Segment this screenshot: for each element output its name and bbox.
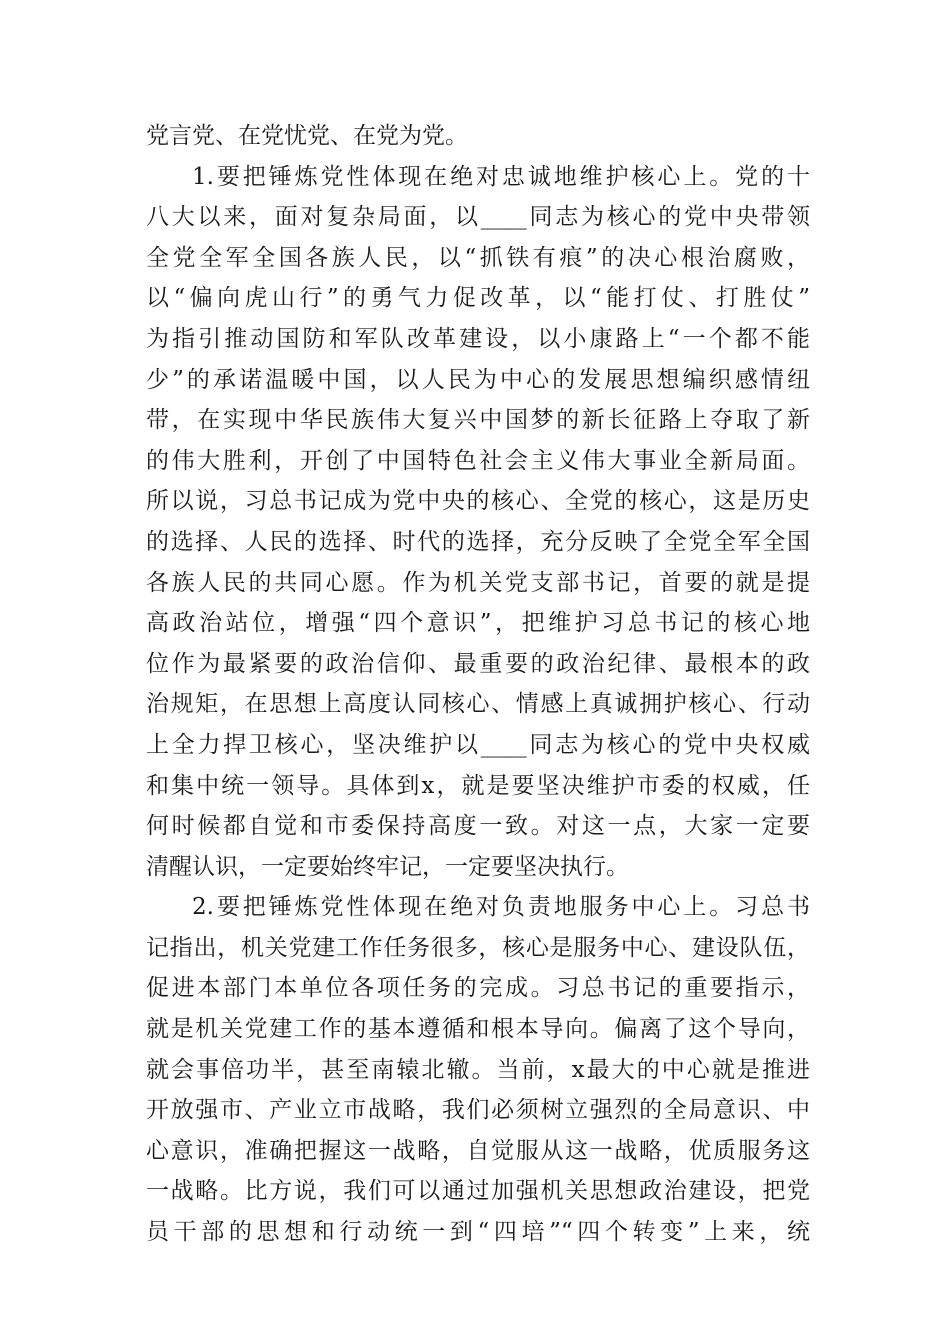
text-line: 就是机关党建工作的基本遵循和根本导向。偏离了这个导向，	[146, 1016, 810, 1043]
text-line: 所以说，习总书记成为党中央的核心、全党的核心，这是历史	[146, 488, 810, 515]
text-line: 治规矩，在思想上高度认同核心、情感上真诚拥护核心、行动	[146, 691, 810, 718]
text-line: 少”的承诺温暖中国，以人民为中心的发展思想编织感情纽	[146, 366, 810, 393]
document-body	[146, 116, 810, 1253]
text-line: 2.要把锤炼党性体现在绝对负责地服务中心上。习总书	[192, 894, 810, 921]
text-line: 的伟大胜利，开创了中国特色社会主义伟大事业全新局面。	[146, 447, 810, 474]
text-line: 员干部的思想和行动统一到“四培”“四个转变”上来，统	[146, 1219, 810, 1246]
text-line: 1.要把锤炼党性体现在绝对忠诚地维护核心上。党的十	[192, 163, 810, 190]
text-line: 清醒认识，一定要始终牢记，一定要坚决执行。	[146, 853, 629, 880]
text-line: 八大以来，面对复杂局面，以____同志为核心的党中央带领	[146, 204, 810, 231]
text-line: 全党全军全国各族人民，以“抓铁有痕”的决心根治腐败，	[146, 244, 810, 271]
text-line: 位作为最紧要的政治信仰、最重要的政治纪律、最根本的政	[146, 650, 810, 677]
text-line: 的选择、人民的选择、时代的选择，充分反映了全党全军全国	[146, 528, 810, 555]
text-line: 何时候都自觉和市委保持高度一致。对这一点，大家一定要	[146, 813, 810, 840]
text-line: 心意识，准确把握这一战略，自觉服从这一战略，优质服务这	[146, 1137, 810, 1164]
text-line: 记指出，机关党建工作任务很多，核心是服务中心、建设队伍，	[146, 934, 810, 961]
text-line: 各族人民的共同心愿。作为机关党支部书记，首要的就是提	[146, 569, 810, 596]
text-line: 和集中统一领导。具体到x，就是要坚决维护市委的权威，任	[146, 772, 810, 799]
text-line: 促进本部门本单位各项任务的完成。习总书记的重要指示，	[146, 975, 810, 1002]
text-line: 以“偏向虎山行”的勇气力促改革，以“能打仗、打胜仗”	[146, 285, 810, 312]
text-line: 一战略。比方说，我们可以通过加强机关思想政治建设，把党	[146, 1178, 810, 1205]
text-line: 上全力捍卫核心，坚决维护以____同志为核心的党中央权威	[146, 731, 810, 758]
text-line: 党言党、在党忧党、在党为党。	[146, 123, 468, 149]
text-line: 为指引推动国防和军队改革建设，以小康路上“一个都不能	[146, 325, 810, 352]
text-line: 就会事倍功半，甚至南辕北辙。当前，x最大的中心就是推进	[146, 1056, 810, 1083]
text-line: 高政治站位，增强“四个意识”，把维护习总书记的核心地	[146, 610, 810, 637]
text-line: 带，在实现中华民族伟大复兴中国梦的新长征路上夺取了新	[146, 407, 810, 434]
text-line: 开放强市、产业立市战略，我们必须树立强烈的全局意识、中	[146, 1097, 810, 1124]
